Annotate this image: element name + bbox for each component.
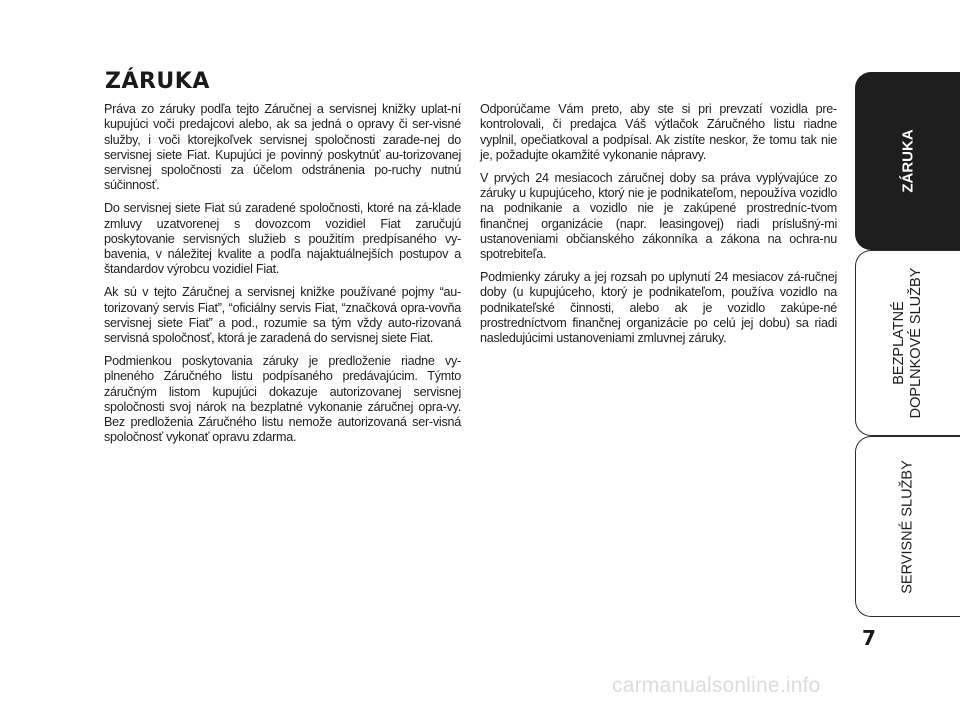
page-number: 7	[862, 626, 876, 650]
paragraph: Podmienky záruky a jej rozsah po uplynutí 24 mesiacov zá-ručnej doby (u kupujúceho, ktorý je podnikateľom, používa vozidlo na podnikateľské činnosti, alebo ak je vozidlo zakúpe-né prostredníctvom finančnej organizácie po celú jej dobu) sa riadi nasledujúcimi ustanoveniami zmluvnej záruky.	[480, 269, 837, 346]
paragraph: Podmienkou poskytovania záruky je predloženie riadne vy-plneného Záručného listu podpísaného predávajúcim. Týmto záručným listom kupujúci dokazuje autorizovanej servisnej spoločnosti svoj nárok na bezplatné vykonanie záručnej opra-vy. Bez predloženia Záručného listu nemože autorizovaná ser-visná spoločnosť vykonať opravu zdarma.	[104, 353, 461, 445]
tab-servisne-sluzby[interactable]	[855, 436, 960, 617]
paragraph: Ak sú v tejto Záručnej a servisnej knižke používané pojmy “au-torizovaný servis Fiat”, “oficiálny servis Fiat, “značková opra-vovňa servisnej siete Fiat” a pod., rozumie sa tým vždy auto-rizovaná servisná spoločnosť, ktorá je zaradená do servisnej siete Fiat.	[104, 285, 461, 346]
section-tabs	[855, 72, 960, 617]
tab-label: SERVISNÉ SLUŽBY	[899, 459, 916, 594]
tab-zaruka[interactable]	[855, 72, 960, 250]
tab-label: BEZPLATNÉ DOPLNKOVÉ SLUŽBY	[891, 267, 924, 419]
paragraph: Práva zo záruky podľa tejto Záručnej a servisnej knižky uplat-ní kupujúci voči predajcovi alebo, ak sa jedná o opravy či ser-visné služby, i voči ktorejkoľvek servisnej spoločnosti zarade-nej do servisnej siete Fiat. Kupujúci je povinný poskytnúť au-torizovanej servisnej spoločnosti za účelom odstránenia po-ruchy nutnú súčinnosť.	[104, 102, 461, 193]
right-column	[480, 102, 837, 354]
tab-bezplatne-doplnkove-sluzby[interactable]	[855, 250, 960, 436]
paragraph: Odporúčame Vám preto, aby ste si pri prevzatí vozidla pre-kontrolovali, či predajca Váš výtlačok Záručného listu riadne vyplnil, opečiatkoval a podpísal. Ak zistíte neskor, že tomu tak nie je, požadujte okamžité vykonanie nápravy.	[480, 102, 837, 162]
tab-label: ZÁRUKA	[899, 129, 916, 193]
paragraph: V prvých 24 mesiacoch záručnej doby sa práva vyplývajúce zo záruky u kupujúceho, ktorý nie je podnikateľom, nepoužíva vozidlo na podnikanie a vozidlo nie je zakúpené prostredníc-tvom finančnej organizácie (napr. leasingovej) riadi príslušný-mi ustanoveniami občianského zákonníka a zákona na ochra-nu spotrebiteľa.	[480, 170, 837, 262]
page-title: ZÁRUKA	[105, 69, 210, 94]
paragraph: Do servisnej siete Fiat sú zaradené spoločnosti, ktoré na zá-klade zmluvy uzatvorenej s dovozcom vozidiel Fiat zaručujú poskytovanie servisných služieb s použitím predpísaného vy-bavenia, v náležitej kvalite a podľa najaktuálnejších postupov a štandardov výrobcu vozidiel Fiat.	[104, 201, 461, 277]
watermark: carmanualsonline.info	[612, 674, 821, 697]
left-column	[104, 102, 461, 453]
